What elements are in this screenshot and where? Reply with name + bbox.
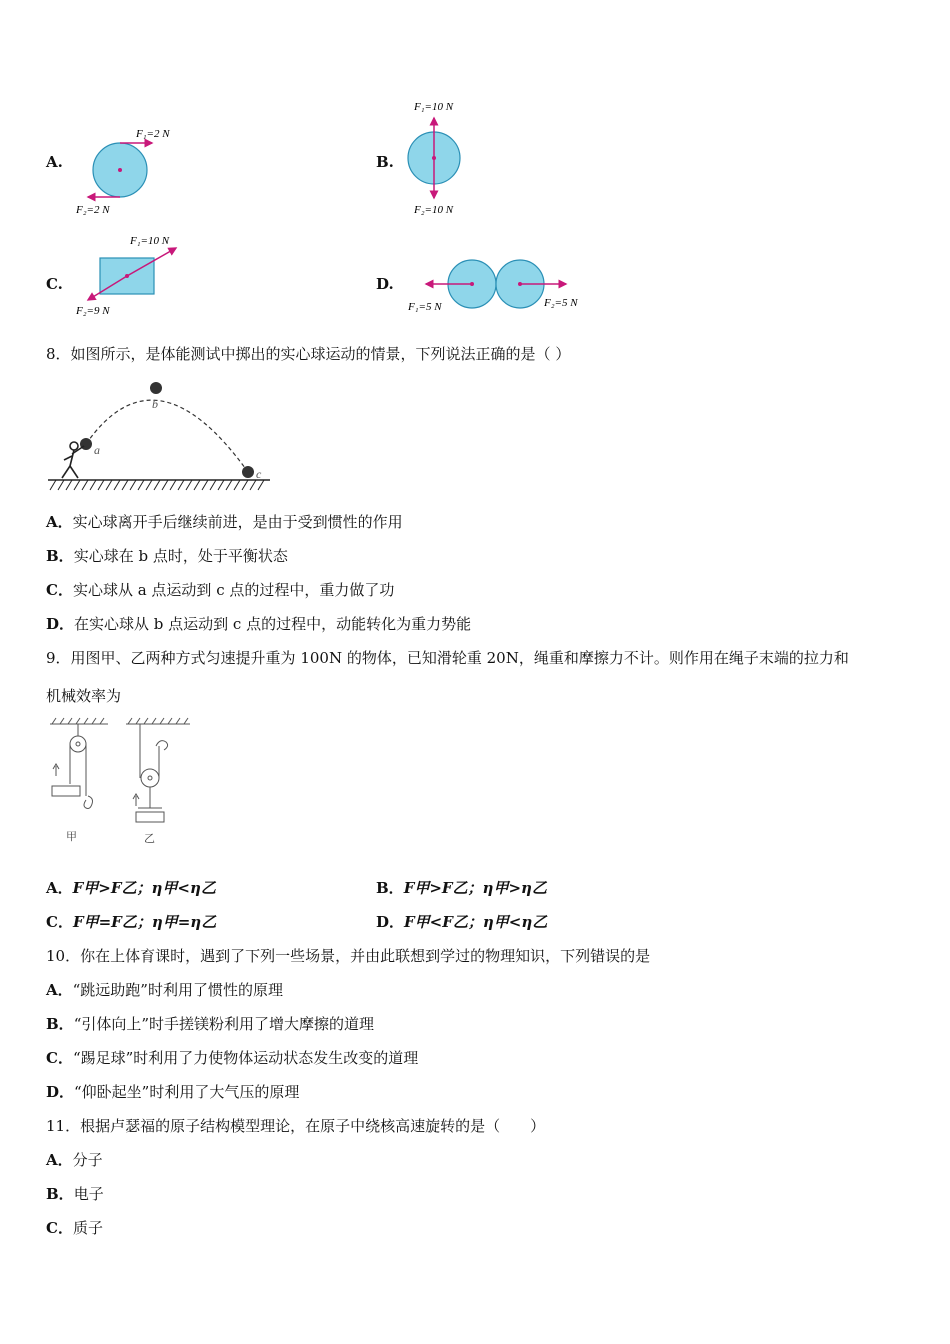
option-text: 实心球离开手后继续前进，是由于受到惯性的作用 — [72, 513, 403, 531]
q11-option-b[interactable] — [46, 1184, 104, 1204]
force-label-f2: F₂=5 N — [544, 297, 578, 309]
force-label-f2: F₂=10 N — [414, 204, 454, 216]
q7-option-b-label[interactable]: B. — [376, 153, 394, 171]
force-label-f2: F₂=9 N — [76, 305, 110, 317]
q8-stem: 8．如图所示，是体能测试中掷出的实心球运动的情景，下列说法正确的是（ ） — [46, 345, 571, 363]
q10-stem: 10．你在上体育课时，遇到了下列一些场景，并由此联想到学过的物理知识，下列错误的是 — [46, 947, 651, 965]
q8-figure-ball-trajectory — [46, 374, 276, 496]
ball-b — [150, 382, 162, 394]
option-label: C． — [46, 581, 73, 599]
q7-option-a-label[interactable]: A. — [46, 153, 63, 171]
option-text: F甲<F乙；η甲<η乙 — [404, 913, 548, 931]
option-label: C． — [46, 1049, 73, 1067]
option-label: A． — [46, 981, 73, 999]
q9-figure-pulleys — [44, 716, 194, 848]
q8-option-a[interactable] — [46, 512, 403, 532]
option-text: F甲=F乙；η甲=η乙 — [72, 913, 217, 931]
option-label: C． — [46, 1219, 73, 1237]
option-label: B． — [376, 879, 404, 897]
option-label: A． — [46, 879, 73, 897]
ground-hatching — [50, 480, 264, 490]
q7-option-d-label[interactable]: D. — [376, 275, 394, 293]
q10-option-b[interactable] — [46, 1014, 374, 1034]
force-label-f1: F₁=10 N — [414, 101, 454, 113]
q8-option-c[interactable] — [46, 580, 394, 600]
q11-stem: 11．根据卢瑟福的原子结构模型理论，在原子中绕核高速旋转的是（ ） — [46, 1117, 546, 1135]
option-text: “跳远助跑”时利用了惯性的原理 — [72, 981, 283, 999]
q7-option-c-label[interactable]: C. — [46, 275, 63, 293]
option-label: C． — [46, 913, 73, 931]
option-label: B． — [46, 1015, 74, 1033]
option-text: F甲>F乙；η甲<η乙 — [72, 879, 216, 897]
force-label-f1: F₁=5 N — [408, 301, 442, 313]
option-label: B． — [46, 1185, 74, 1203]
option-text: 在实心球从 b 点运动到 c 点的过程中，动能转化为重力势能 — [74, 615, 472, 633]
ball-c — [242, 466, 254, 478]
q8-option-d[interactable] — [46, 614, 471, 634]
q11-option-a[interactable] — [46, 1150, 103, 1170]
q10-option-a[interactable] — [46, 980, 283, 1000]
option-label: A． — [46, 513, 73, 531]
figure-label-yi: 乙 — [144, 833, 155, 845]
force-label-f1: F₁=2 N — [136, 128, 170, 140]
option-label: D． — [46, 1083, 75, 1101]
q9-option-a[interactable] — [46, 878, 216, 898]
point-label-a: a — [94, 443, 100, 457]
q8-option-b[interactable] — [46, 546, 288, 566]
option-label: A． — [46, 1151, 73, 1169]
q9-option-b[interactable] — [376, 878, 547, 898]
q7-figure-c — [72, 232, 192, 322]
q7-figure-b — [400, 96, 490, 220]
q11-option-c[interactable] — [46, 1218, 103, 1238]
option-text: “踢足球”时利用了力使物体运动状态发生改变的道理 — [72, 1049, 419, 1067]
option-label: D． — [46, 615, 75, 633]
option-text: “引体向上”时手搓镁粉利用了增大摩擦的道理 — [73, 1015, 375, 1033]
q10-option-d[interactable] — [46, 1082, 299, 1102]
figure-label-jia: 甲 — [66, 831, 77, 843]
thrower-figure — [62, 442, 84, 478]
q9-option-d[interactable] — [376, 912, 547, 932]
q9-option-c[interactable] — [46, 912, 216, 932]
q9-stem-line2: 机械效率为 — [46, 687, 122, 705]
force-label-f2: F₂=2 N — [76, 204, 110, 216]
q10-option-c[interactable] — [46, 1048, 418, 1068]
option-text: 实心球从 a 点运动到 c 点的过程中，重力做了功 — [72, 581, 395, 599]
option-text: 分子 — [72, 1151, 103, 1169]
q9-stem-line1: 9．用图甲、乙两种方式匀速提升重为 100N 的物体，已知滑轮重 20N，绳重和摩擦力不计。则作用在绳子末端的拉力和 — [46, 649, 849, 667]
option-label: B． — [46, 547, 74, 565]
q7-figure-d — [404, 252, 594, 318]
option-text: 实心球在 b 点时，处于平衡状态 — [73, 547, 288, 565]
option-text: “仰卧起坐”时利用了大气压的原理 — [74, 1083, 300, 1101]
trajectory-path — [86, 400, 248, 472]
option-text: 质子 — [72, 1219, 103, 1237]
point-label-c: c — [256, 467, 262, 481]
option-text: 电子 — [73, 1185, 104, 1203]
point-label-b: b — [152, 397, 158, 411]
option-label: D． — [376, 913, 405, 931]
force-label-f1: F₁=10 N — [130, 235, 170, 247]
q7-figure-a — [72, 122, 192, 222]
option-text: F甲>F乙；η甲>η乙 — [403, 879, 547, 897]
